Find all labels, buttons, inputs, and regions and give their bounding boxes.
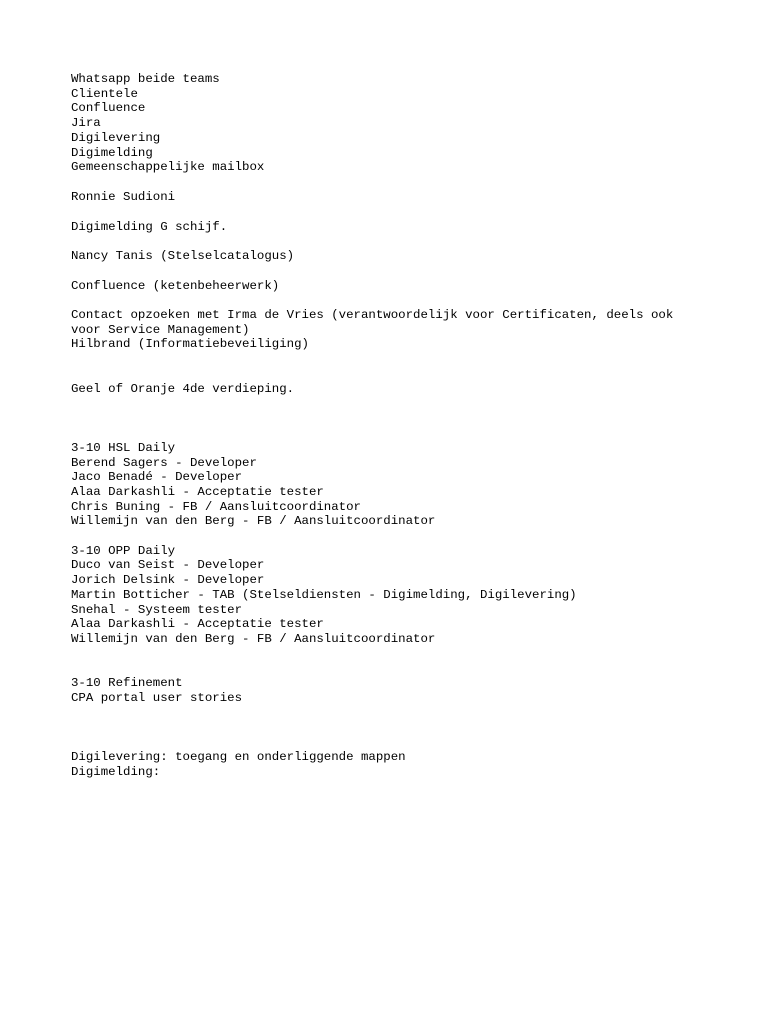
tools-list <box>71 72 731 175</box>
spacer <box>71 175 731 190</box>
spacer <box>71 293 731 308</box>
spacer <box>71 204 731 220</box>
section-heading: 3-10 OPP Daily <box>71 543 176 558</box>
access-line: Digimelding: <box>71 764 161 779</box>
list-item: Confluence <box>71 101 146 116</box>
section-heading: 3-10 Refinement <box>71 676 183 691</box>
contact-line: Hilbrand (Informatiebeveiliging) <box>71 337 309 352</box>
member-line: Chris Buning - FB / Aansluitcoordinator <box>71 499 361 514</box>
list-item: Digilevering <box>71 130 161 145</box>
section-heading: 3-10 HSL Daily <box>71 440 176 455</box>
member-line: Willemijn van den Berg - FB / Aansluitcoordinator <box>71 514 436 529</box>
list-item: Gemeenschappelijke mailbox <box>71 160 265 175</box>
member-line: Snehal - Systeem tester <box>71 602 243 617</box>
spacer <box>71 706 731 751</box>
contact-line: voor Service Management) <box>71 322 250 337</box>
member-line: Berend Sagers - Developer <box>71 455 257 470</box>
member-line: Alaa Darkashli - Acceptatie tester <box>71 617 324 632</box>
document-page <box>71 72 731 779</box>
member-line: Jaco Benadé - Developer <box>71 470 243 485</box>
member-line: Willemijn van den Berg - FB / Aansluitcoordinator <box>71 631 436 646</box>
hsl-daily-section <box>71 441 731 529</box>
list-item: Jira <box>71 116 101 131</box>
access-line: Digilevering: toegang en onderliggende mappen <box>71 750 406 765</box>
member-line: Duco van Seist - Developer <box>71 558 265 573</box>
list-item: Clientele <box>71 86 138 101</box>
contact-person: Ronnie Sudioni <box>71 189 176 204</box>
access-section <box>71 750 731 779</box>
spacer <box>71 352 731 382</box>
list-item: Digimelding <box>71 145 153 160</box>
opp-daily-section <box>71 544 731 647</box>
contact-line: Contact opzoeken met Irma de Vries (verantwoordelijk voor Certificaten, deels ook <box>71 307 674 322</box>
member-line: Jorich Delsink - Developer <box>71 573 265 588</box>
spacer <box>71 264 731 279</box>
contacts-block <box>71 308 731 352</box>
confluence-note: Confluence (ketenbeheerwerk) <box>71 278 280 293</box>
list-item: Whatsapp beide teams <box>71 72 220 86</box>
member-line: Alaa Darkashli - Acceptatie tester <box>71 484 324 499</box>
drive-note: Digimelding G schijf. <box>71 219 228 234</box>
location-note: Geel of Oranje 4de verdieping. <box>71 381 295 396</box>
refinement-topic: CPA portal user stories <box>71 690 243 705</box>
spacer <box>71 529 731 544</box>
catalog-contact: Nancy Tanis (Stelselcatalogus) <box>71 249 295 264</box>
member-line: Martin Botticher - TAB (Stelseldiensten - Digimelding, Digilevering) <box>71 587 577 602</box>
spacer <box>71 396 731 441</box>
refinement-section <box>71 676 731 705</box>
spacer <box>71 647 731 677</box>
spacer <box>71 235 731 250</box>
